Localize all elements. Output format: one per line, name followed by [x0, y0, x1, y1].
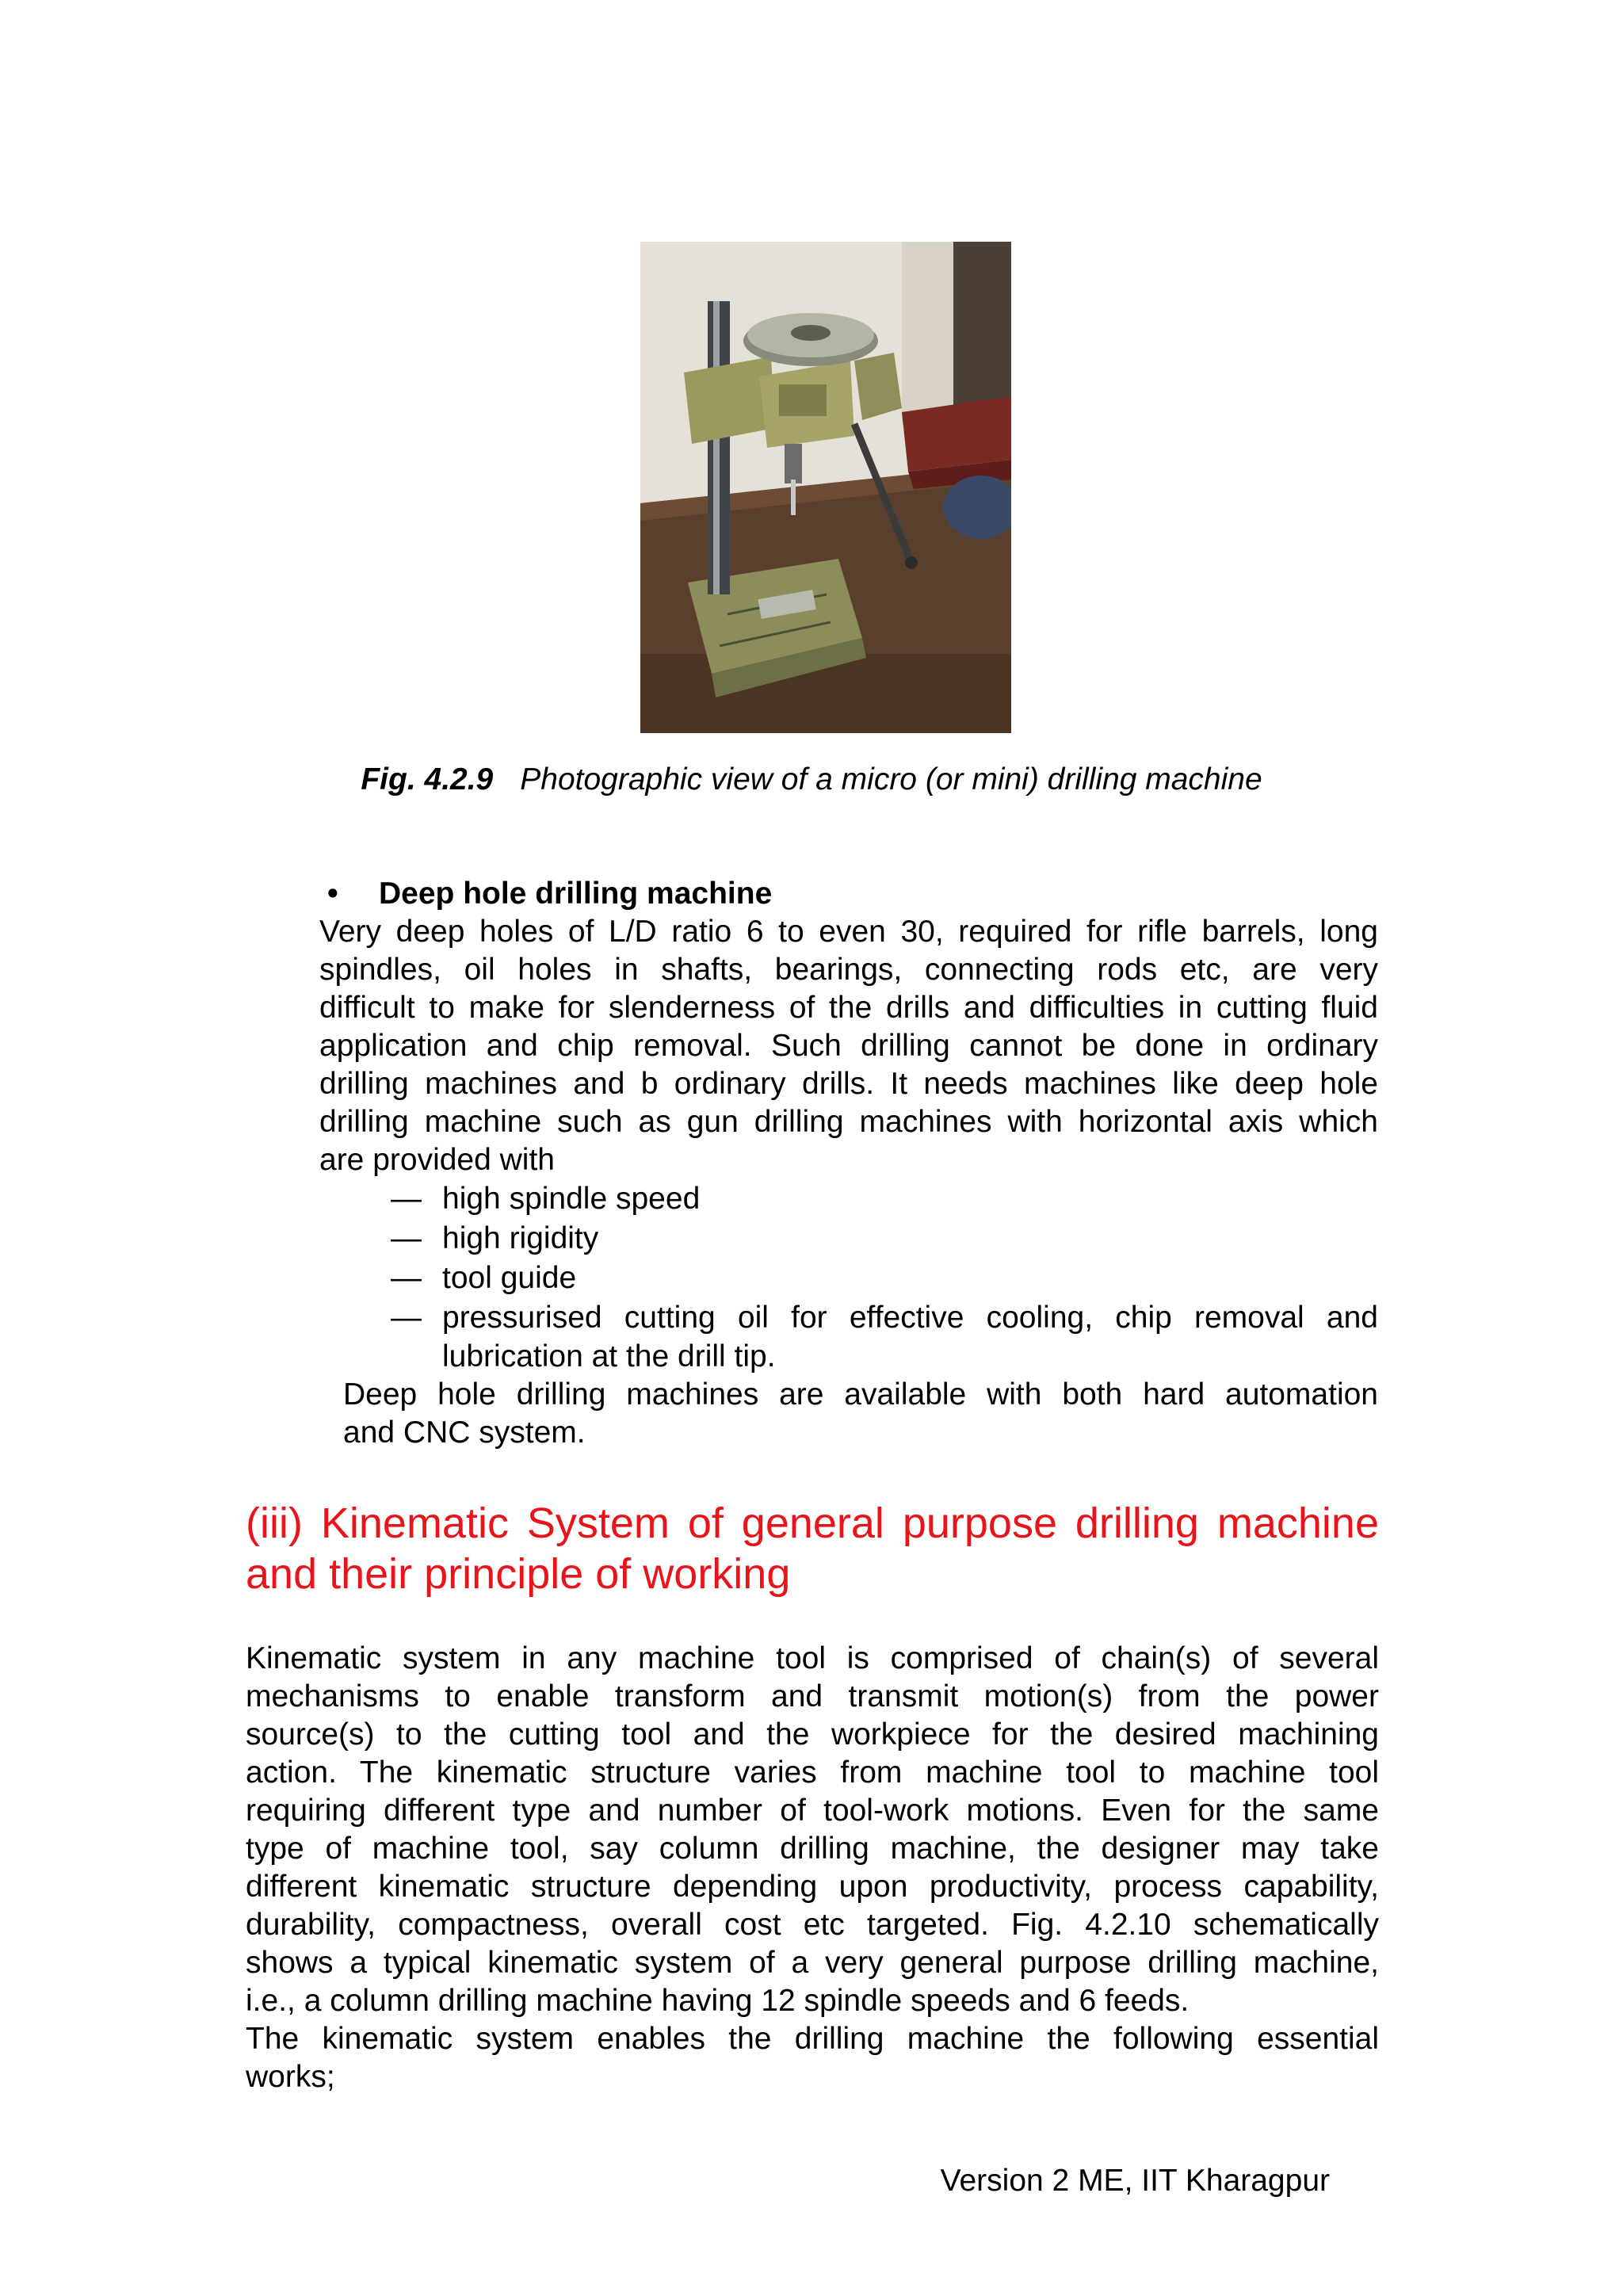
dash-icon: — [391, 1261, 422, 1295]
page-footer: Version 2 ME, IIT Kharagpur [940, 2164, 1330, 2198]
paragraph-line: durability, compactness, overall cost etc targeted. Fig. 4.2.10 schematically [246, 1908, 1379, 1942]
paragraph-line: and CNC system. [343, 1415, 586, 1450]
paragraph-line: source(s) to the cutting tool and the workpiece for the desired machining [246, 1717, 1379, 1752]
paragraph-line: mechanisms to enable transform and transmit motion(s) from the power [246, 1679, 1379, 1713]
list-item [319, 1298, 1378, 1338]
drilling-machine-photo [640, 242, 1011, 733]
feature-list [319, 1179, 1378, 1338]
figure-number: Fig. 4.2.9 [361, 762, 494, 797]
deep-hole-section [319, 875, 1378, 1452]
list-item [319, 1259, 1378, 1298]
paragraph-line: drilling machines and b ordinary drills. It needs machines like deep hole [319, 1067, 1378, 1101]
paragraph-line: difficult to make for slenderness of the drills and difficulties in cutting fluid [319, 991, 1378, 1025]
deep-hole-title: Deep hole drilling machine [379, 877, 773, 911]
list-item-text: high spindle speed [442, 1182, 701, 1216]
dash-icon: — [391, 1301, 422, 1335]
paragraph-line: Deep hole drilling machines are available with both hard automation [343, 1377, 1378, 1412]
dash-icon: — [391, 1221, 422, 1255]
figure-caption-text: Photographic view of a micro (or mini) drilling machine [520, 762, 1262, 797]
kinematic-paragraph [246, 1640, 1379, 2096]
dash-icon: — [391, 1182, 422, 1216]
list-item-text: pressurised cutting oil for effective cooling, chip removal and [442, 1301, 1378, 1335]
paragraph-line: The kinematic system enables the drilling machine the following essential [246, 2022, 1379, 2056]
list-item-text: high rigidity [442, 1221, 599, 1255]
paragraph-line: are provided with [319, 1143, 555, 1177]
bullet-icon: • [327, 877, 338, 911]
list-item [319, 1179, 1378, 1219]
paragraph-line: Kinematic system in any machine tool is comprised of chain(s) of several [246, 1641, 1379, 1675]
deep-hole-availability [319, 1376, 1378, 1452]
paragraph-line: application and chip removal. Such drilling cannot be done in ordinary [319, 1029, 1378, 1063]
heading-line: and their principle of working [246, 1550, 791, 1598]
section-heading [246, 1498, 1379, 1599]
paragraph-line: requiring different type and number of tool-work motions. Even for the same [246, 1794, 1379, 1828]
paragraph-line: type of machine tool, say column drilling machine, the designer may take [246, 1832, 1379, 1866]
list-item-continuation: lubrication at the drill tip. [442, 1339, 776, 1373]
list-item [319, 1219, 1378, 1259]
paragraph-line: action. The kinematic structure varies from machine tool to machine tool [246, 1755, 1379, 1790]
paragraph-line: drilling machine such as gun drilling machines with horizontal axis which [319, 1105, 1378, 1139]
list-item-text: tool guide [442, 1261, 577, 1295]
paragraph-line: i.e., a column drilling machine having 12 spindle speeds and 6 feeds. [246, 1984, 1190, 2018]
paragraph-line: Very deep holes of L/D ratio 6 to even 30, required for rifle barrels, long [319, 915, 1378, 949]
paragraph-line: shows a typical kinematic system of a very general purpose drilling machine, [246, 1946, 1379, 1980]
deep-hole-paragraph [319, 913, 1378, 1179]
paragraph-line: spindles, oil holes in shafts, bearings, connecting rods etc, are very [319, 953, 1378, 987]
figure-caption [0, 759, 1623, 800]
paragraph-line: works; [246, 2060, 335, 2094]
paragraph-line: different kinematic structure depending upon productivity, process capability, [246, 1870, 1379, 1904]
heading-line: (iii) Kinematic System of general purpose drilling machine [246, 1499, 1379, 1547]
